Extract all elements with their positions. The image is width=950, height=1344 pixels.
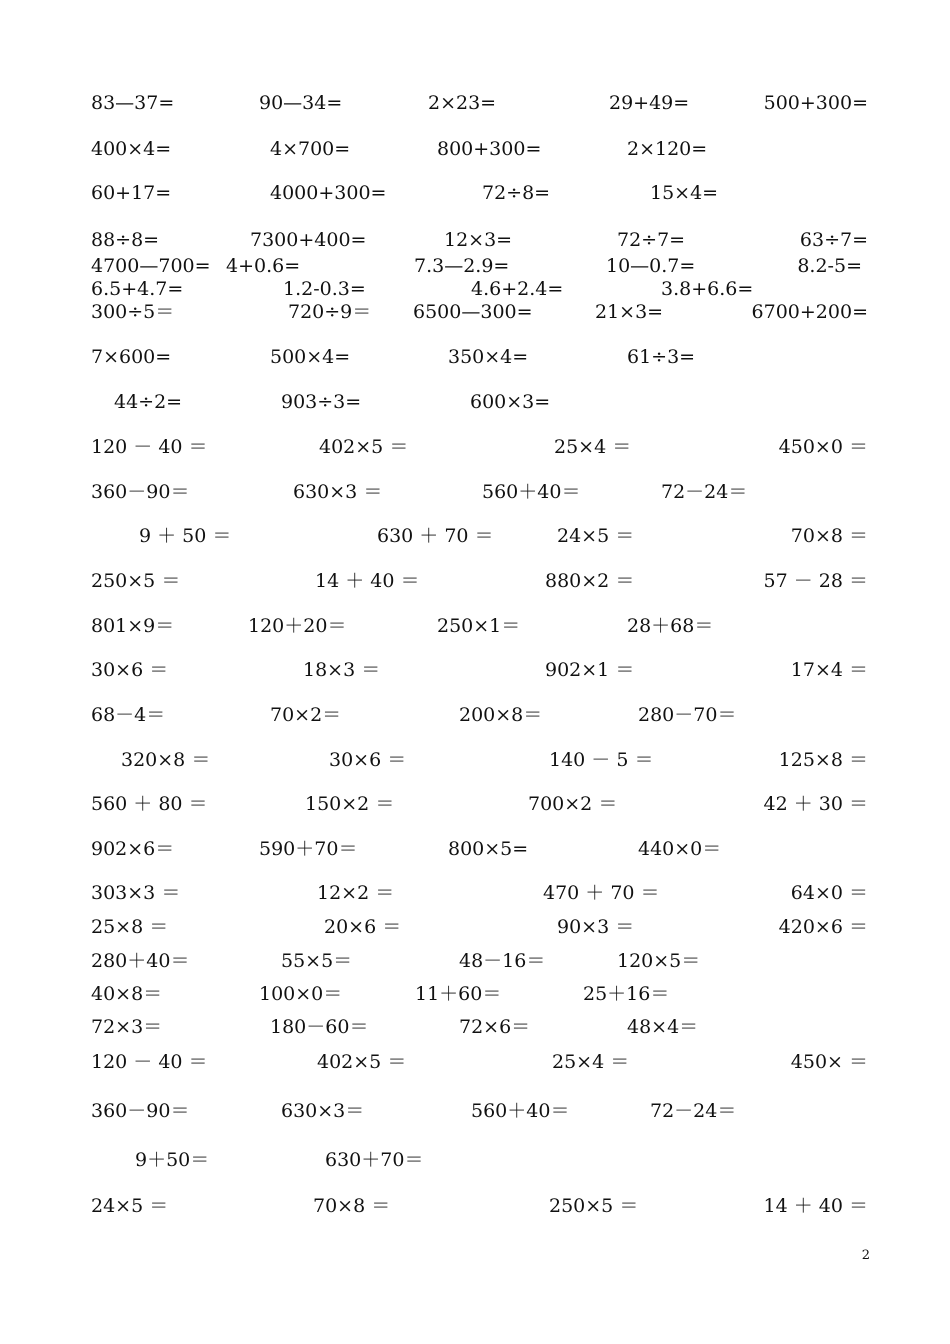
math-problem: 72－24＝ (650, 1100, 737, 1122)
math-problem: 10—0.7= (606, 255, 696, 277)
math-problem: 6500—300= (413, 301, 533, 323)
math-problem: 70×2＝ (270, 704, 342, 726)
problem-row (0, 137, 950, 161)
math-problem: 590＋70＝ (259, 838, 358, 860)
math-problem: 440×0＝ (638, 838, 722, 860)
problem-row (0, 300, 950, 324)
math-problem: 25×4 ＝ (552, 1051, 630, 1073)
problem-row (0, 703, 950, 727)
math-problem: 880×2 ＝ (545, 570, 635, 592)
math-problem: 29+49= (609, 92, 690, 114)
math-problem: 320×8 ＝ (121, 749, 211, 771)
math-problem: 68－4＝ (91, 704, 166, 726)
math-problem: 720÷9＝ (288, 301, 372, 323)
math-problem: 120×5＝ (617, 950, 701, 972)
math-problem: 90×3 ＝ (557, 916, 635, 938)
math-problem: 500×4= (270, 346, 351, 368)
math-problem: 12×2 ＝ (317, 882, 395, 904)
math-problem: 120 － 40 ＝ (91, 1051, 208, 1073)
math-problem: 2×23= (428, 92, 497, 114)
math-problem: 450× ＝ (790, 1051, 868, 1073)
math-problem: 25＋16＝ (583, 983, 670, 1005)
math-problem: 72÷7= (617, 229, 686, 251)
problem-row (0, 792, 950, 816)
math-problem: 17×4 ＝ (790, 659, 868, 681)
math-problem: 303×3 ＝ (91, 882, 181, 904)
math-problem: 40×8＝ (91, 983, 163, 1005)
math-problem: 72×6＝ (459, 1016, 531, 1038)
math-problem: 6700+200= (751, 301, 868, 323)
problem-row (0, 569, 950, 593)
math-problem: 28＋68＝ (627, 615, 714, 637)
math-problem: 4.6+2.4= (471, 278, 564, 300)
problem-row (0, 1148, 950, 1172)
math-problem: 4000+300= (270, 182, 387, 204)
math-problem: 8.2-5= (797, 255, 862, 277)
problem-row (0, 837, 950, 861)
math-problem: 402×5 ＝ (319, 436, 409, 458)
math-problem: 63÷7= (799, 229, 868, 251)
math-problem: 250×5 ＝ (91, 570, 181, 592)
math-problem: 350×4= (448, 346, 529, 368)
math-problem: 4+0.6= (226, 255, 301, 277)
math-problem: 42 ＋ 30 ＝ (763, 793, 868, 815)
math-problem: 3.8+6.6= (661, 278, 754, 300)
problem-row (0, 390, 950, 414)
math-problem: 100×0＝ (259, 983, 343, 1005)
problem-row (0, 1050, 950, 1074)
math-problem: 72÷8= (482, 182, 551, 204)
math-problem: 400×4= (91, 138, 172, 160)
math-problem: 72－24＝ (661, 481, 748, 503)
problem-row (0, 277, 950, 301)
problem-row (0, 881, 950, 905)
math-problem: 630×3 ＝ (293, 481, 383, 503)
math-problem: 72×3＝ (91, 1016, 163, 1038)
math-problem: 24×5 ＝ (557, 525, 635, 547)
math-problem: 90—34= (259, 92, 343, 114)
math-problem: 25×8 ＝ (91, 916, 169, 938)
problem-row (0, 480, 950, 504)
math-problem: 83—37= (91, 92, 175, 114)
math-problem: 250×1＝ (437, 615, 521, 637)
math-problem: 500+300= (763, 92, 868, 114)
problem-row (0, 91, 950, 115)
math-problem: 64×0 ＝ (790, 882, 868, 904)
problem-row (0, 748, 950, 772)
math-problem: 150×2 ＝ (305, 793, 395, 815)
math-problem: 1.2-0.3= (283, 278, 366, 300)
math-problem: 903÷3= (281, 391, 362, 413)
problem-row (0, 435, 950, 459)
math-problem: 140 － 5 ＝ (549, 749, 654, 771)
problem-row (0, 1194, 950, 1218)
math-problem: 15×4= (650, 182, 719, 204)
math-problem: 360－90＝ (91, 1100, 190, 1122)
math-problem: 48×4＝ (627, 1016, 699, 1038)
math-problem: 120＋20＝ (248, 615, 347, 637)
math-problem: 30×6 ＝ (329, 749, 407, 771)
math-problem: 800×5= (448, 838, 529, 860)
math-problem: 55×5＝ (281, 950, 353, 972)
problem-row (0, 228, 950, 252)
math-problem: 360－90＝ (91, 481, 190, 503)
math-problem: 20×6 ＝ (324, 916, 402, 938)
math-problem: 12×3= (444, 229, 513, 251)
math-problem: 402×5 ＝ (317, 1051, 407, 1073)
math-problem: 61÷3= (627, 346, 696, 368)
problem-row (0, 915, 950, 939)
problem-row (0, 614, 950, 638)
math-problem: 70×8 ＝ (313, 1195, 391, 1217)
math-problem: 9＋50＝ (135, 1149, 210, 1171)
math-problem: 280－70＝ (638, 704, 737, 726)
math-problem: 250×5 ＝ (549, 1195, 639, 1217)
math-problem: 70×8 ＝ (790, 525, 868, 547)
math-problem: 2×120= (627, 138, 708, 160)
math-problem: 57 － 28 ＝ (763, 570, 868, 592)
math-problem: 4700—700= (91, 255, 211, 277)
problem-row (0, 1099, 950, 1123)
math-problem: 801×9＝ (91, 615, 175, 637)
math-problem: 300÷5＝ (91, 301, 175, 323)
problem-row (0, 254, 950, 278)
math-problem: 7.3—2.9= (414, 255, 510, 277)
math-problem: 630＋70＝ (325, 1149, 424, 1171)
math-problem: 280＋40＝ (91, 950, 190, 972)
problem-row (0, 1015, 950, 1039)
math-problem: 24×5 ＝ (91, 1195, 169, 1217)
math-problem: 450×0 ＝ (778, 436, 868, 458)
problem-row (0, 658, 950, 682)
math-problem: 14 ＋ 40 ＝ (315, 570, 420, 592)
math-problem: 560 ＋ 80 ＝ (91, 793, 208, 815)
problem-row (0, 949, 950, 973)
math-problem: 700×2 ＝ (528, 793, 618, 815)
problem-row (0, 345, 950, 369)
math-problem: 7300+400= (250, 229, 367, 251)
math-problem: 4×700= (270, 138, 351, 160)
math-problem: 6.5+4.7= (91, 278, 184, 300)
problem-row (0, 982, 950, 1006)
problem-row (0, 181, 950, 205)
math-problem: 902×6＝ (91, 838, 175, 860)
math-problem: 470 ＋ 70 ＝ (543, 882, 660, 904)
page-number: 2 (861, 1248, 870, 1263)
math-problem: 630×3＝ (281, 1100, 365, 1122)
math-problem: 18×3 ＝ (303, 659, 381, 681)
math-problem: 560＋40＝ (471, 1100, 570, 1122)
math-problem: 420×6 ＝ (778, 916, 868, 938)
math-problem: 30×6 ＝ (91, 659, 169, 681)
math-problem: 180－60＝ (270, 1016, 369, 1038)
math-problem: 630 ＋ 70 ＝ (377, 525, 494, 547)
math-problem: 902×1 ＝ (545, 659, 635, 681)
math-problem: 88÷8= (91, 229, 160, 251)
math-problem: 48－16＝ (459, 950, 546, 972)
math-problem: 560＋40＝ (482, 481, 581, 503)
math-problem: 25×4 ＝ (554, 436, 632, 458)
math-problem: 21×3= (595, 301, 664, 323)
math-problem: 120 － 40 ＝ (91, 436, 208, 458)
math-problem: 600×3= (470, 391, 551, 413)
math-problem: 800+300= (437, 138, 542, 160)
math-problem: 9 ＋ 50 ＝ (139, 525, 232, 547)
math-problem: 125×8 ＝ (778, 749, 868, 771)
math-problem: 7×600= (91, 346, 172, 368)
problem-row (0, 524, 950, 548)
math-problem: 60+17= (91, 182, 172, 204)
math-problem: 14 ＋ 40 ＝ (763, 1195, 868, 1217)
math-problem: 200×8＝ (459, 704, 543, 726)
math-problem: 11＋60＝ (415, 983, 502, 1005)
math-problem: 44÷2= (114, 391, 183, 413)
